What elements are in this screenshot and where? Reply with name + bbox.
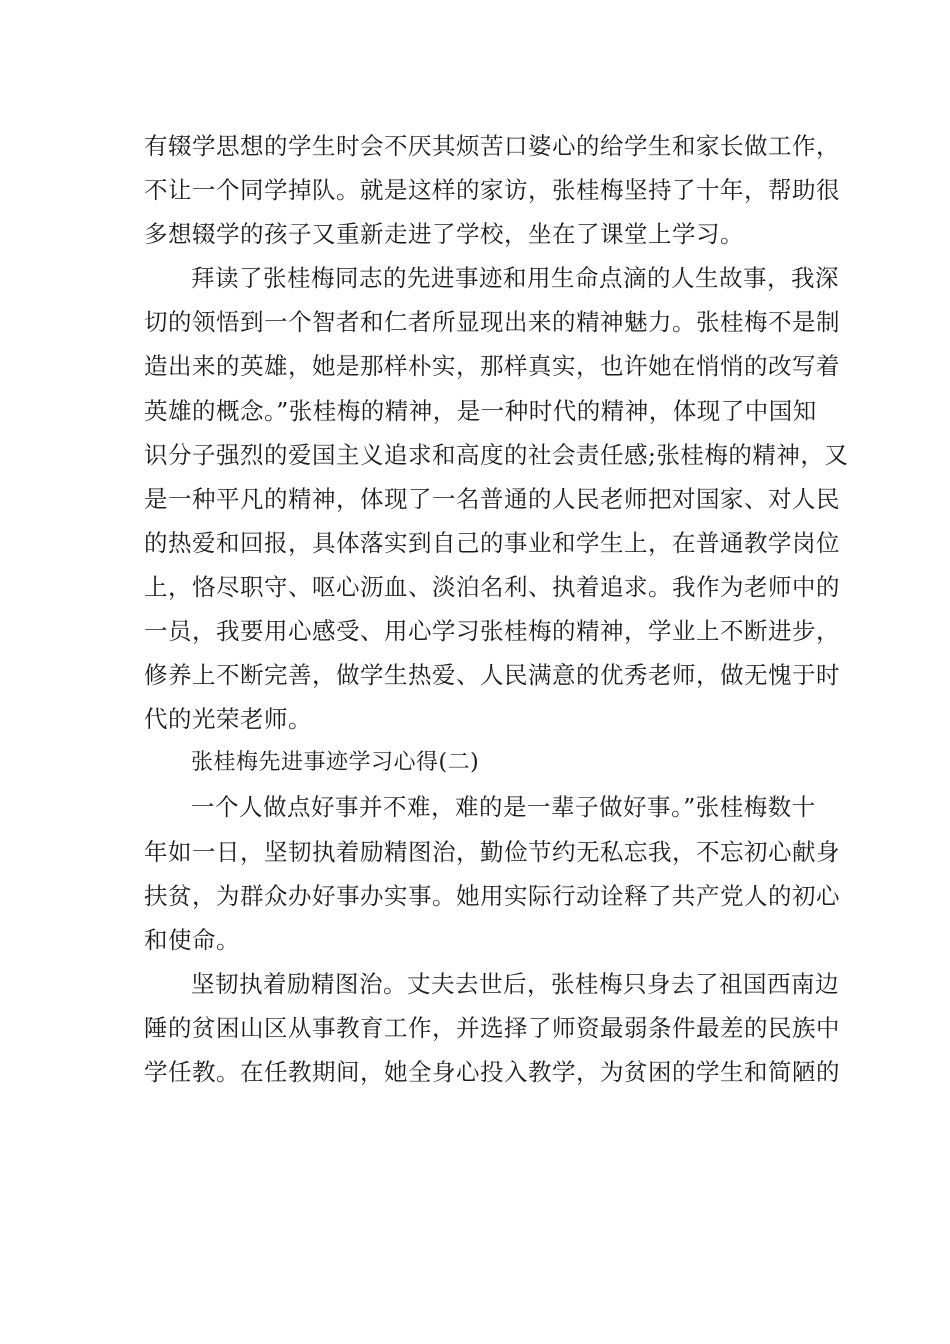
paragraph-2 [144, 256, 849, 741]
text-line: 坚韧执着励精图治。丈夫去世后，张桂梅只身去了祖国西南边 [191, 969, 839, 998]
section-heading [144, 741, 812, 785]
paragraph-1 [144, 124, 840, 256]
text-line: 一个人做点好事并不难，难的是一辈子做好事。”张桂梅数十 [191, 793, 816, 822]
text-line: 造出来的英雄，她是那样朴实，那样真实，也许她在悄悄的改写着 [144, 352, 840, 381]
text-line: 代的光荣老师。 [144, 705, 312, 734]
text-line: 多想辍学的孩子又重新走进了学校，坐在了课堂上学习。 [144, 220, 744, 249]
text-line: 有辍学思想的学生时会不厌其烦苦口婆心的给学生和家长做工作， [144, 132, 840, 160]
text-line: 不让一个同学掉队。就是这样的家访，张桂梅坚持了十年，帮助很 [144, 176, 840, 205]
text-line: 陲的贫困山区从事教育工作，并选择了师资最弱条件最差的民族中 [144, 1013, 840, 1042]
text-line: 和使命。 [144, 925, 240, 954]
text-line: 英雄的概念。”张桂梅的精神，是一种时代的精神，体现了中国知 [144, 396, 817, 425]
text-line: 修养上不断完善，做学生热爱、人民满意的优秀老师，做无愧于时 [144, 661, 840, 690]
text-line: 的热爱和回报，具体落实到自己的事业和学生上，在普通教学岗位 [144, 528, 840, 557]
document-body [144, 124, 849, 1094]
text-line: 是一种平凡的精神，体现了一名普通的人民老师把对国家、对人民 [144, 484, 840, 513]
text-line: 上，恪尽职守、呕心沥血、淡泊名利、执着追求。我作为老师中的 [144, 572, 840, 601]
heading-line: 张桂梅先进事迹学习心得(二) [191, 750, 480, 776]
text-line: 识分子强烈的爱国主义追求和高度的社会责任感;张桂梅的精神，又 [144, 440, 849, 469]
text-line: 年如一日，坚韧执着励精图治，勤俭节约无私忘我，不忘初心献身 [144, 837, 840, 866]
paragraph-4 [144, 962, 840, 1094]
text-line: 一员，我要用心感受、用心学习张桂梅的精神，学业上不断进步， [144, 617, 840, 646]
text-line: 拜读了张桂梅同志的先进事迹和用生命点滴的人生故事，我深 [191, 264, 839, 293]
paragraph-3 [144, 785, 840, 961]
text-line: 切的领悟到一个智者和仁者所显现出来的精神魅力。张桂梅不是制 [144, 308, 840, 337]
text-line: 扶贫，为群众办好事办实事。她用实际行动诠释了共产党人的初心 [144, 881, 840, 910]
text-line: 学任教。在任教期间，她全身心投入教学，为贫困的学生和简陋的 [144, 1057, 840, 1086]
